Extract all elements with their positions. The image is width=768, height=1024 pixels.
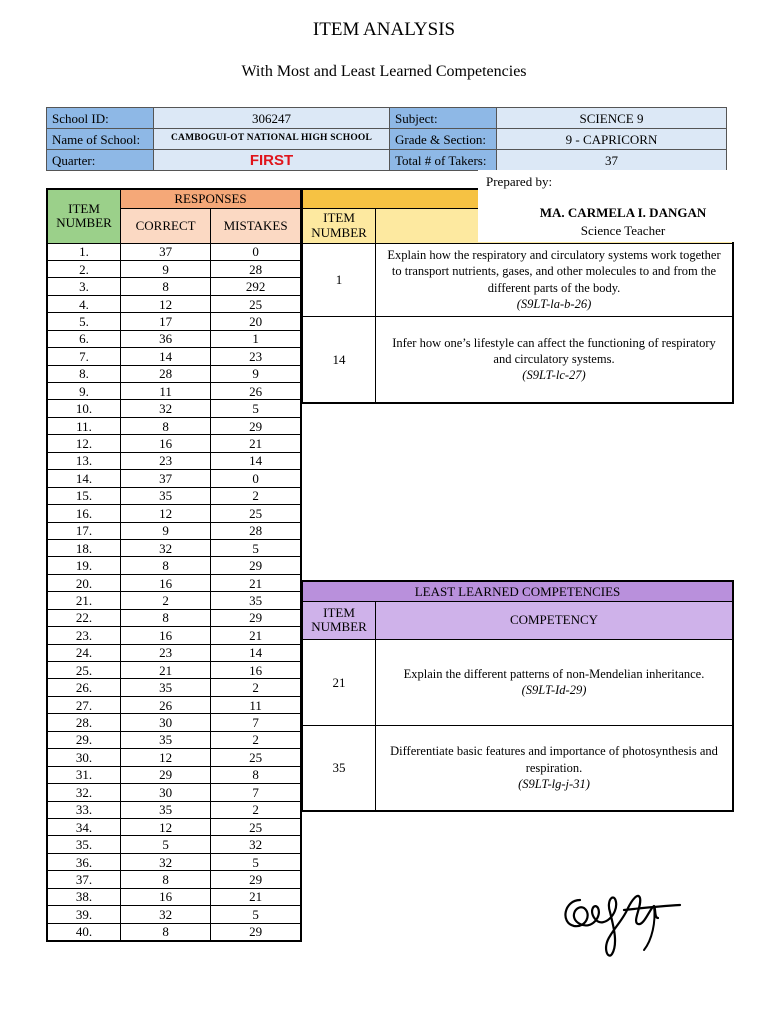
item-number-cell: 27. [47,696,121,713]
item-number-cell: 38. [47,888,121,905]
item-number-cell: 8. [47,365,121,382]
correct-cell: 9 [121,260,211,277]
table-row [47,260,301,277]
preparer-role: Science Teacher [580,223,666,238]
item-number-cell: 25. [47,662,121,679]
competency-text: Infer how one’s lifestyle can affect the functioning of respiratory and circulatory systems. [392,335,716,367]
table-row [47,679,301,696]
correct-cell: 16 [121,574,211,591]
mistakes-cell: 35 [211,592,301,609]
table-row [47,313,301,330]
competency-text: Explain the different patterns of non-Mendelian inheritance. [403,666,705,681]
item-number-cell: 9. [47,383,121,400]
table-row [47,923,301,940]
least-learned-header: LEAST LEARNED COMPETENCIES [303,581,734,601]
competency-text: Differentiate basic features and importance of photosynthesis and respiration. [390,744,718,775]
mistakes-cell: 292 [211,278,301,295]
least-learned-table [302,580,734,812]
item-number-cell: 14. [47,470,121,487]
school-id-label: School ID: [47,108,154,129]
school-info-table [46,107,727,171]
correct-cell: 16 [121,435,211,452]
correct-cell: 8 [121,871,211,888]
mistakes-cell: 5 [211,539,301,556]
correct-cell: 32 [121,539,211,556]
table-row [47,383,301,400]
correct-cell: 32 [121,400,211,417]
mistakes-cell: 28 [211,522,301,539]
item-number-cell: 29. [47,731,121,748]
mistakes-cell: 29 [211,923,301,940]
correct-cell: 21 [121,662,211,679]
table-row [47,278,301,295]
item-number-cell: 36. [47,853,121,870]
mistakes-cell: 1 [211,330,301,347]
mistakes-cell: 2 [211,731,301,748]
mistakes-cell: 0 [211,470,301,487]
quarter-label: Quarter: [47,150,154,171]
correct-cell: 35 [121,801,211,818]
correct-cell: 8 [121,278,211,295]
mistakes-cell: 11 [211,696,301,713]
correct-cell: 23 [121,452,211,469]
item-number-cell: 20. [47,574,121,591]
mistakes-cell: 9 [211,365,301,382]
correct-cell: 11 [121,383,211,400]
item-number-cell: 39. [47,906,121,923]
table-row [47,906,301,923]
quarter-value: FIRST [154,150,390,171]
correct-cell: 8 [121,417,211,434]
competency-code: (S9LT-Id-29) [521,683,587,697]
item-number-cell: 15. [47,487,121,504]
correct-cell: 30 [121,784,211,801]
page-title: ITEM ANALYSIS [312,19,456,40]
mistakes-cell: 25 [211,505,301,522]
item-number-cell: 12. [47,435,121,452]
mistakes-cell: 29 [211,417,301,434]
table-row [47,888,301,905]
least-row-item: 35 [303,725,376,811]
table-row [47,539,301,556]
item-number-cell: 35. [47,836,121,853]
mistakes-cell: 5 [211,400,301,417]
table-row [47,731,301,748]
item-number-cell: 30. [47,749,121,766]
mistakes-cell: 0 [211,243,301,260]
correct-cell: 5 [121,836,211,853]
mistakes-cell: 21 [211,574,301,591]
table-row [47,696,301,713]
mistakes-cell: 8 [211,766,301,783]
item-number-cell: 7. [47,348,121,365]
correct-cell: 35 [121,679,211,696]
least-row-competency [376,639,734,725]
item-number-cell: 18. [47,539,121,556]
mistakes-cell: 5 [211,906,301,923]
mistakes-cell: 2 [211,487,301,504]
item-number-cell: 11. [47,417,121,434]
least-item-number-header: ITEM NUMBER [303,601,376,639]
item-number-cell: 34. [47,818,121,835]
school-name-label: Name of School: [47,129,154,150]
table-row [47,574,301,591]
mistakes-cell: 25 [211,749,301,766]
table-row [47,784,301,801]
correct-cell: 23 [121,644,211,661]
prepared-by-box [478,170,768,242]
least-row-competency [376,725,734,811]
competency-text: Explain how the respiratory and circulatory systems work together to transport nutrients, gases, and other molecules to and from the different parts of the body. [387,248,721,295]
item-number-cell: 21. [47,592,121,609]
table-row [47,801,301,818]
correct-cell: 8 [121,609,211,626]
competency-code: (S9LT-lg-j-31) [518,776,590,791]
table-row [47,505,301,522]
table-row [47,557,301,574]
competency-code: (S9LT-lc-27) [522,368,586,383]
item-number-cell: 5. [47,313,121,330]
table-row [47,609,301,626]
table-row [47,749,301,766]
item-number-cell: 13. [47,452,121,469]
most-row-competency [376,316,734,403]
mistakes-cell: 2 [211,679,301,696]
item-number-cell: 4. [47,295,121,312]
mistakes-cell: 21 [211,435,301,452]
subject-value: SCIENCE 9 [497,108,727,129]
table-row [47,417,301,434]
correct-cell: 12 [121,818,211,835]
item-number-cell: 40. [47,923,121,940]
item-number-cell: 26. [47,679,121,696]
most-row-competency [376,243,734,316]
most-row-item: 1 [303,243,376,316]
table-row [47,662,301,679]
page-subtitle: With Most and Least Learned Competencies [241,63,527,80]
most-item-number-header: ITEM NUMBER [303,208,376,243]
item-number-cell: 17. [47,522,121,539]
item-number-cell: 19. [47,557,121,574]
correct-cell: 36 [121,330,211,347]
item-number-header: ITEM NUMBER [47,189,121,243]
correct-cell: 14 [121,348,211,365]
table-row [47,627,301,644]
correct-cell: 37 [121,243,211,260]
correct-cell: 30 [121,714,211,731]
most-row-item: 14 [303,316,376,403]
correct-cell: 35 [121,731,211,748]
table-row [47,836,301,853]
subject-label: Subject: [390,108,497,129]
correct-cell: 35 [121,487,211,504]
prepared-by-label: Prepared by: [486,174,553,189]
mistakes-cell: 25 [211,295,301,312]
least-row-item: 21 [303,639,376,725]
table-row [47,435,301,452]
mistakes-cell: 25 [211,818,301,835]
mistakes-cell: 5 [211,853,301,870]
correct-cell: 8 [121,923,211,940]
mistakes-cell: 23 [211,348,301,365]
responses-header: RESPONSES [121,189,301,208]
item-number-cell: 33. [47,801,121,818]
correct-cell: 17 [121,313,211,330]
correct-cell: 28 [121,365,211,382]
table-row [47,818,301,835]
correct-cell: 32 [121,853,211,870]
mistakes-cell: 29 [211,609,301,626]
item-number-cell: 10. [47,400,121,417]
table-row [47,452,301,469]
item-number-cell: 37. [47,871,121,888]
table-row [47,295,301,312]
mistakes-cell: 21 [211,627,301,644]
correct-cell: 29 [121,766,211,783]
table-row [47,365,301,382]
mistakes-cell: 7 [211,784,301,801]
mistakes-cell: 7 [211,714,301,731]
item-number-cell: 23. [47,627,121,644]
correct-cell: 2 [121,592,211,609]
table-row [47,243,301,260]
item-number-cell: 6. [47,330,121,347]
mistakes-cell: 28 [211,260,301,277]
mistakes-cell: 29 [211,557,301,574]
table-row [47,487,301,504]
table-row [47,766,301,783]
item-number-cell: 28. [47,714,121,731]
school-name-value: CAMBOGUI-OT NATIONAL HIGH SCHOOL [154,129,390,150]
mistakes-cell: 32 [211,836,301,853]
preparer-name: MA. CARMELA I. DANGAN [539,205,707,220]
competency-code: (S9LT-la-b-26) [516,296,592,311]
least-competency-header: COMPETENCY [376,601,734,639]
mistakes-cell: 14 [211,452,301,469]
item-number-cell: 2. [47,260,121,277]
table-row [47,522,301,539]
grade-section-label: Grade & Section: [390,129,497,150]
correct-cell: 32 [121,906,211,923]
item-number-cell: 32. [47,784,121,801]
table-row [47,400,301,417]
correct-cell: 8 [121,557,211,574]
table-row [47,644,301,661]
table-row [47,330,301,347]
table-row [47,871,301,888]
total-takers-value: 37 [497,150,727,171]
school-id-value: 306247 [154,108,390,129]
item-number-cell: 1. [47,243,121,260]
item-number-cell: 3. [47,278,121,295]
correct-cell: 16 [121,888,211,905]
mistakes-cell: 21 [211,888,301,905]
correct-cell: 12 [121,295,211,312]
grade-section-value: 9 - CAPRICORN [497,129,727,150]
mistakes-header: MISTAKES [211,208,301,243]
table-row [47,714,301,731]
correct-cell: 26 [121,696,211,713]
correct-cell: 12 [121,749,211,766]
correct-cell: 12 [121,505,211,522]
item-responses-table [46,188,302,942]
correct-cell: 16 [121,627,211,644]
correct-cell: 9 [121,522,211,539]
signature-icon [558,878,688,958]
table-row [47,470,301,487]
item-number-cell: 24. [47,644,121,661]
mistakes-cell: 14 [211,644,301,661]
table-row [47,348,301,365]
item-number-cell: 16. [47,505,121,522]
correct-header: CORRECT [121,208,211,243]
mistakes-cell: 26 [211,383,301,400]
item-number-cell: 22. [47,609,121,626]
table-row [47,853,301,870]
correct-cell: 37 [121,470,211,487]
mistakes-cell: 16 [211,662,301,679]
mistakes-cell: 2 [211,801,301,818]
mistakes-cell: 20 [211,313,301,330]
item-number-cell: 31. [47,766,121,783]
mistakes-cell: 29 [211,871,301,888]
total-takers-label: Total # of Takers: [390,150,497,171]
table-row [47,592,301,609]
